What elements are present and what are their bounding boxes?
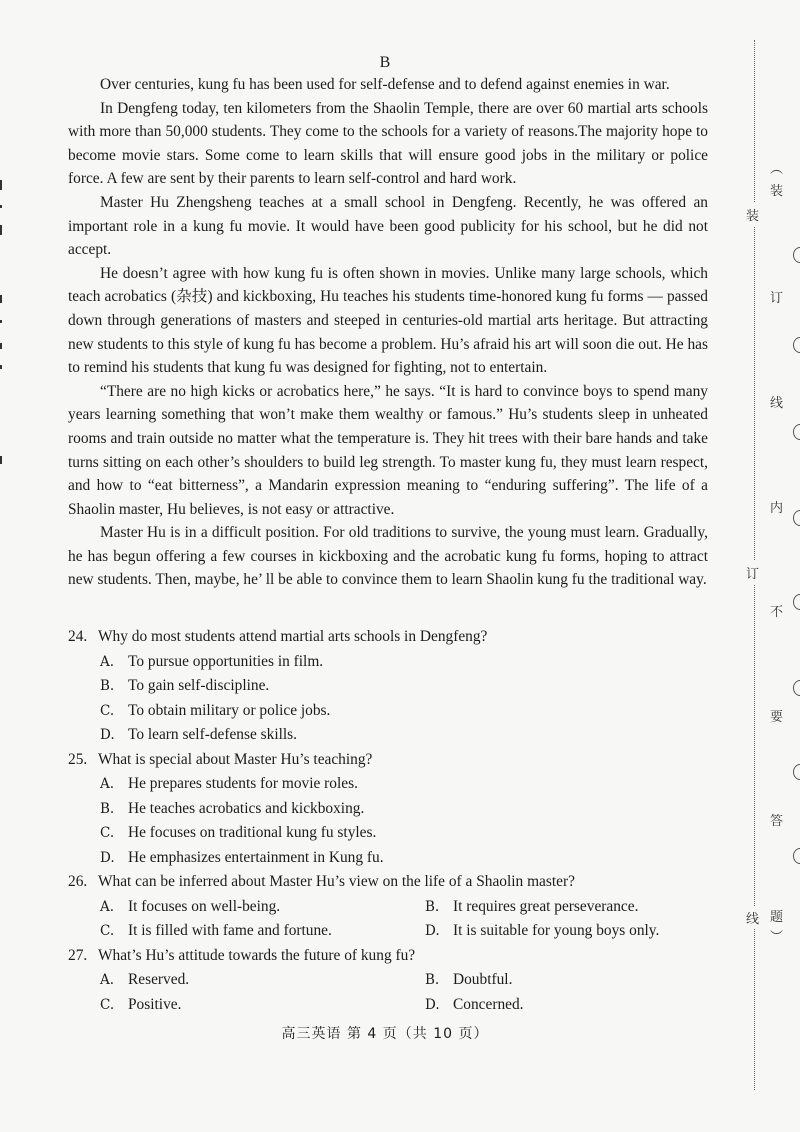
- option-text: Positive.: [128, 995, 182, 1013]
- option-c: [100, 821, 708, 846]
- notice-char: ︵: [770, 162, 784, 177]
- notice-char: ︶: [770, 930, 784, 945]
- binding-label-xian: 线: [746, 906, 759, 929]
- circle-mark: [793, 510, 800, 526]
- option-text: It is suitable for young boys only.: [453, 922, 660, 939]
- question-24: [68, 625, 708, 748]
- circle-mark: [793, 680, 800, 696]
- option-a: [100, 772, 708, 797]
- question-text: What can be inferred about Master Hu’s view on the life of a Shaolin master?: [98, 873, 575, 890]
- question-stem: [68, 625, 708, 650]
- notice-char: 要: [770, 710, 784, 725]
- option-c: [100, 993, 425, 1018]
- circle-mark: [793, 848, 800, 864]
- question-number: 26.: [68, 873, 88, 890]
- option-d: [100, 846, 708, 871]
- option-text: It is filled with fame and fortune.: [128, 922, 332, 939]
- question-27: [68, 944, 708, 1018]
- question-stem: [68, 944, 708, 969]
- passage-paragraph-2: In Dengfeng today, ten kilometers from the Shaolin Temple, there are over 60 martial arts schools with more than 50,000 students. They come to the schools for a variety of reasons.The majority hope to become movie stars. Some come to learn skills that will ensure good jobs in the military or police force. A few are sent by their parents to learn self-control and hard work.: [68, 99, 708, 188]
- circle-mark: [793, 424, 800, 440]
- option-letter: A.: [100, 776, 115, 792]
- option-text: Concerned.: [453, 995, 524, 1013]
- option-letter: D.: [425, 923, 440, 939]
- page-footer: 高三英语 第 4 页（共 10 页）: [281, 1026, 489, 1042]
- question-text: Why do most students attend martial arts schools in Dengfeng?: [98, 628, 488, 645]
- reading-passage: [68, 73, 708, 592]
- option-letter: A.: [100, 972, 115, 988]
- option-text: To gain self-discipline.: [128, 677, 270, 694]
- option-d: [100, 723, 708, 748]
- option-text: He focuses on traditional kung fu styles.: [128, 824, 377, 841]
- edge-mark: [0, 180, 2, 190]
- option-text: He prepares students for movie roles.: [128, 775, 358, 792]
- option-letter: C.: [100, 996, 115, 1013]
- question-list: [68, 625, 708, 1017]
- option-b: [425, 968, 725, 993]
- section-letter: B: [379, 54, 391, 71]
- question-text: What’s Hu’s attitude towards the future of kung fu?: [98, 946, 416, 964]
- question-25: [68, 748, 708, 871]
- option-letter: D.: [100, 849, 115, 866]
- question-stem: [68, 748, 708, 773]
- option-b: [425, 895, 725, 920]
- edge-mark: [0, 365, 2, 369]
- notice-char: 不: [770, 605, 784, 620]
- option-letter: D.: [425, 996, 440, 1013]
- circle-mark: [793, 764, 800, 780]
- option-c: [100, 699, 708, 724]
- passage-paragraph-5: “There are no high kicks or acrobatics here,” he says. “It is hard to convince boys to spend many years learning something that won’t make them wealthy or famous.” Hu’s students sleep in unheated rooms and train outside no matter what the temperature is. They hit trees with their bare hands and take turns sitting on each other’s shoulders to build leg strength. To master kung fu, they must learn respect, and how to “eat bitterness”, a Mandarin expression meaning to “enduring suffering”. The life of a Shaolin master, Hu believes, is not easy or attractive.: [68, 382, 708, 518]
- notice-char: 内: [770, 501, 784, 516]
- edge-mark: [0, 295, 2, 303]
- binding-label-zhuang: 装: [746, 203, 759, 226]
- option-text: To pursue opportunities in film.: [128, 652, 324, 670]
- notice-char: 题: [770, 910, 784, 925]
- option-letter: D.: [100, 727, 115, 743]
- option-letter: C.: [100, 825, 115, 841]
- notice-char: 装: [770, 184, 784, 199]
- circle-mark: [793, 337, 800, 353]
- edge-mark: [0, 343, 2, 349]
- option-c: [100, 919, 425, 944]
- option-letter: C.: [100, 923, 115, 939]
- option-text: He emphasizes entertainment in Kung fu.: [128, 848, 384, 866]
- option-b: [100, 674, 708, 699]
- passage-paragraph-6: Master Hu is in a difficult position. For old traditions to survive, the young must learn. Gradually, he has begun offering a few courses in kickboxing and the acrobatic kung fu forms, hoping to attract new students. Then, maybe, he’ ll be able to convince them to learn Shaolin kung fu the traditional way.: [68, 524, 708, 589]
- circle-mark: [793, 594, 800, 610]
- question-number: 27.: [68, 946, 88, 964]
- notice-char: 答: [770, 814, 784, 829]
- option-text: Reserved.: [128, 971, 190, 988]
- passage-paragraph-4: He doesn’t agree with how kung fu is often shown in movies. Unlike many large schools, which teach acrobatics (杂技) and kickboxing, Hu teaches his students time-honored kung fu forms — passed down through generations of masters and steeped in centuries-old martial arts heritage. But attracting new students to this style of kung fu has become a problem. Hu’s afraid his art will soon die out. He has to remind his students that kung fu was designed for fighting, not to entertain.: [68, 264, 708, 377]
- option-text: Doubtful.: [453, 971, 513, 988]
- notice-char: 订: [770, 291, 784, 306]
- option-letter: B.: [425, 972, 440, 988]
- question-number: 24.: [68, 628, 88, 645]
- question-number: 25.: [68, 750, 88, 768]
- option-text: He teaches acrobatics and kickboxing.: [128, 799, 365, 817]
- option-text: To obtain military or police jobs.: [128, 701, 331, 719]
- option-d: [425, 993, 725, 1018]
- question-26: [68, 870, 708, 944]
- option-a: [100, 968, 425, 993]
- passage-paragraph-3: Master Hu Zhengsheng teaches at a small school in Dengfeng. Recently, he was offered an important role in a kung fu movie. It would have been good publicity for his school, but he did not accept.: [68, 193, 708, 259]
- option-letter: C.: [100, 702, 115, 719]
- binding-label-ding: 订: [746, 561, 759, 584]
- edge-mark: [0, 225, 2, 235]
- edge-mark: [0, 456, 2, 464]
- question-text: What is special about Master Hu’s teaching?: [98, 750, 373, 768]
- edge-mark: [0, 320, 2, 323]
- option-text: It requires great perseverance.: [453, 897, 639, 915]
- passage-paragraph-1: Over centuries, kung fu has been used for self-defense and to defend against enemies in war.: [100, 76, 670, 93]
- option-letter: B.: [100, 800, 115, 817]
- option-letter: B.: [425, 898, 440, 915]
- option-a: [100, 650, 708, 675]
- option-letter: A.: [100, 898, 115, 915]
- option-b: [100, 797, 708, 822]
- circle-mark: [793, 247, 800, 263]
- option-letter: B.: [100, 678, 115, 694]
- question-stem: [68, 870, 708, 895]
- option-text: To learn self-defense skills.: [128, 726, 298, 743]
- option-letter: A.: [100, 653, 115, 670]
- option-text: It focuses on well-being.: [128, 897, 281, 915]
- edge-mark: [0, 205, 2, 208]
- option-d: [425, 919, 725, 944]
- option-a: [100, 895, 425, 920]
- notice-char: 线: [770, 396, 784, 411]
